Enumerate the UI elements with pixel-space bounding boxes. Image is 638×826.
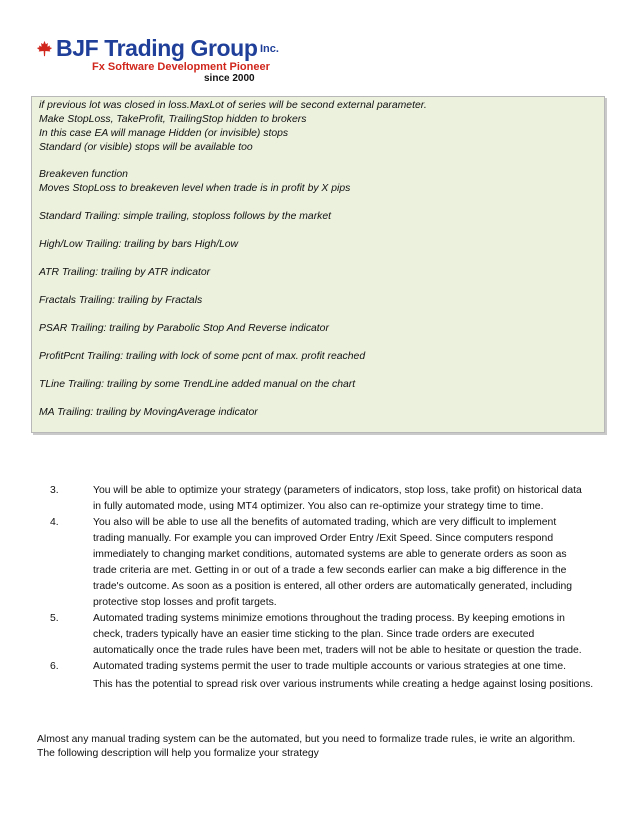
box-line: High/Low Trailing: trailing by bars High/Low xyxy=(39,239,239,250)
maple-leaf-icon xyxy=(36,40,53,57)
box-line: if previous lot was closed in loss.MaxLot of series will be second external parameter. xyxy=(39,100,427,111)
box-line: Make StopLoss, TakeProfit, TrailingStop hidden to brokers xyxy=(39,114,307,125)
box-line: Standard Trailing: simple trailing, stoploss follows by the market xyxy=(39,211,332,222)
list-line: trade's outcome. As soon as a position is entered, all other orders are automatically generated, including xyxy=(93,581,573,592)
box-line: Standard (or visible) stops will be available too xyxy=(39,142,253,153)
list-line: You also will be able to use all the benefits of automated trading, which are very difficult to implement xyxy=(93,517,557,528)
list-number: 3. xyxy=(50,485,59,496)
list-line: check, traders typically have an easier time sticking to the plan. Since trade orders are executed xyxy=(93,629,535,640)
box-line: MA Trailing: trailing by MovingAverage indicator xyxy=(39,407,258,418)
list-number: 4. xyxy=(50,517,59,528)
box-line: TLine Trailing: trailing by some TrendLine added manual on the chart xyxy=(39,379,356,390)
brand-tagline: Fx Software Development Pioneer xyxy=(92,61,270,73)
list-line: automatically once the trade rules have been met, traders will not be able to hesitate or question the trade. xyxy=(93,645,582,656)
list-number: 6. xyxy=(50,661,59,672)
list-line: in fully automated mode, using MT4 optimizer. You also can re-optimize your strategy time to time. xyxy=(93,501,544,512)
brand-since: since 2000 xyxy=(204,73,255,84)
brand-name: BJF Trading Group xyxy=(56,35,258,61)
box-line: Breakeven function xyxy=(39,169,128,180)
box-line: ATR Trailing: trailing by ATR indicator xyxy=(39,267,211,278)
list-number: 5. xyxy=(50,613,59,624)
box-line: Fractals Trailing: trailing by Fractals xyxy=(39,295,203,306)
list-line: This has the potential to spread risk over various instruments while creating a hedge against losing positions. xyxy=(93,679,594,690)
company-logo xyxy=(36,35,279,84)
list-line: Automated trading systems permit the user to trade multiple accounts or various strategies at one time. xyxy=(93,661,566,672)
closing-paragraph-line: The following description will help you formalize your strategy xyxy=(37,748,319,759)
list-line: immediately to changing market conditions, automated systems are able to generate orders as soon as xyxy=(93,549,567,560)
closing-paragraph-line: Almost any manual trading system can be the automated, but you need to formalize trade rules, ie write an algorithm. xyxy=(37,734,576,745)
box-line: ProfitPcnt Trailing: trailing with lock of some pcnt of max. profit reached xyxy=(39,351,366,362)
box-line: Moves StopLoss to breakeven level when trade is in profit by X pips xyxy=(39,183,351,194)
list-line: Automated trading systems minimize emotions throughout the trading process. By keeping emotions in xyxy=(93,613,565,624)
box-line: In this case EA will manage Hidden (or invisible) stops xyxy=(39,128,289,139)
list-line: trading manually. For example you can improved Order Entry /Exit Speed. Since computers respond xyxy=(93,533,554,544)
features-box xyxy=(31,96,605,433)
list-line: trade criteria are met. Getting in or out of a trade a few seconds earlier can make a big difference in the xyxy=(93,565,567,576)
list-line: protective stop losses and profit targets. xyxy=(93,597,277,608)
brand-suffix: Inc. xyxy=(260,43,279,55)
list-line: You will be able to optimize your strategy (parameters of indicators, stop loss, take profit) on historical data xyxy=(93,485,582,496)
box-line: PSAR Trailing: trailing by Parabolic Stop And Reverse indicator xyxy=(39,323,329,334)
